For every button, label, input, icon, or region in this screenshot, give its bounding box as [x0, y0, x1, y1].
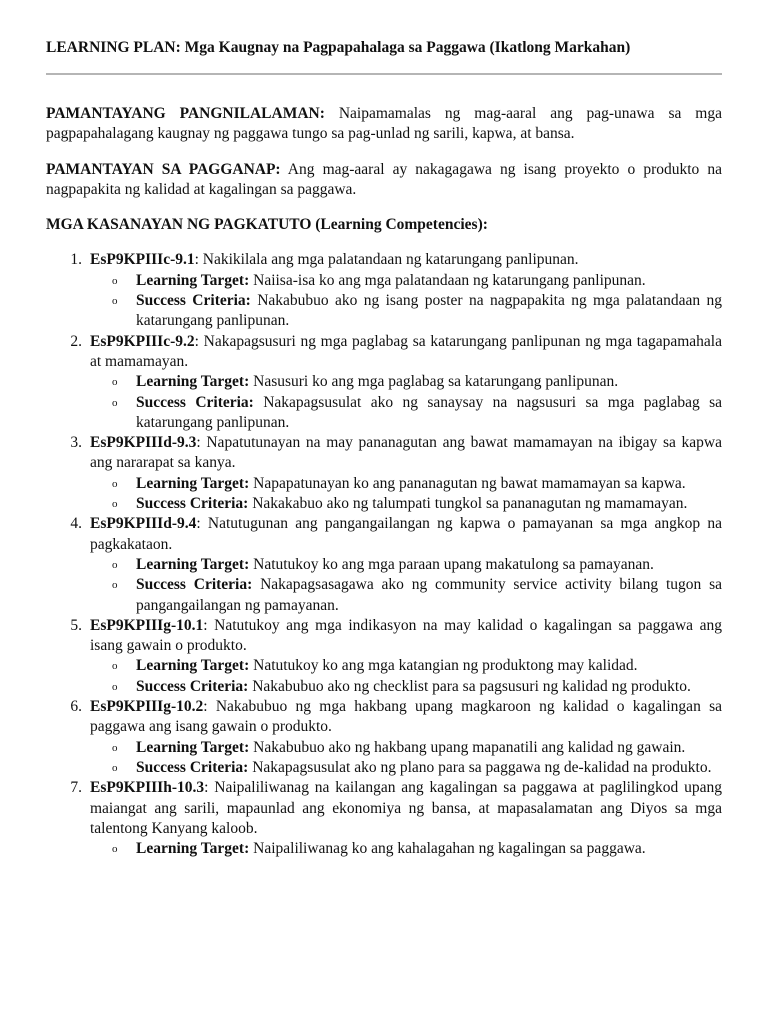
competency-sub-list: [90, 372, 722, 433]
bullet-icon: o: [112, 295, 118, 308]
competency-description: : Napatutunayan na may pananagutan ang bawat mamamayan na ibigay sa kapwa ang nararapat sa kanya.: [90, 434, 722, 472]
learning-target-text: Naiisa-isa ko ang mga palatandaan ng katarungang panlipunan.: [249, 271, 646, 289]
competency-item: [46, 433, 722, 514]
content-standard-label: PAMANTAYANG PANGNILALAMAN:: [46, 105, 325, 122]
competency-description: : Natutugunan ang pangangailangan ng kapwa o pamayanan sa mga angkop na pagkakataon.: [90, 515, 722, 553]
success-criteria-label: Success Criteria:: [136, 576, 253, 594]
learning-target: [90, 839, 722, 859]
competency-code: EsP9KPIIIg-10.1: [90, 616, 204, 634]
success-criteria: [90, 494, 722, 514]
success-criteria-text: Nakapagsasagawa ako ng community service activity bilang tugon sa pangangailangan ng pamayanan.: [136, 576, 722, 614]
learning-target-text: Napapatunayan ko ang pananagutan ng bawat mamamayan sa kapwa.: [249, 474, 686, 492]
bullet-icon: o: [112, 843, 118, 856]
learning-target-label: Learning Target:: [136, 555, 250, 573]
bullet-icon: o: [112, 376, 118, 389]
competency-code: EsP9KPIIIc-9.2: [90, 332, 195, 350]
competency-item: [46, 616, 722, 697]
learning-target-text: Natutukoy ko ang mga paraan upang makatulong sa pamayanan.: [249, 555, 654, 573]
competency-number: 6.: [70, 698, 82, 716]
learning-target-label: Learning Target:: [136, 271, 250, 289]
bullet-icon: o: [112, 761, 118, 774]
competency-item: [46, 778, 722, 859]
competency-sub-list: [90, 738, 722, 779]
performance-standard-text: Ang mag-aaral ay nakagagawa ng isang proyekto o produkto na nagpapakita ng kalidad at kagalingan sa paggawa.: [46, 160, 722, 198]
learning-target: [90, 474, 722, 494]
success-criteria-text: Nakabubuo ako ng checklist para sa pagsusuri ng kalidad ng produkto.: [248, 677, 691, 695]
competency-number: 5.: [70, 616, 82, 634]
success-criteria: [90, 677, 722, 697]
success-criteria-label: Success Criteria:: [136, 292, 251, 310]
success-criteria-label: Success Criteria:: [136, 758, 249, 776]
learning-target-label: Learning Target:: [136, 474, 250, 492]
performance-standard: [46, 160, 722, 201]
success-criteria: [90, 393, 722, 434]
competency-text: [90, 514, 722, 555]
competency-description: : Nakabubuo ng mga hakbang upang magkaroon ng kalidad o kagalingan sa paggawa ang isang gawain o produkto.: [90, 698, 722, 736]
competency-item: [46, 250, 722, 331]
success-criteria-text: Nakakabuo ako ng talumpati tungkol sa pananagutan ng mamamayan.: [248, 495, 688, 513]
success-criteria-text: Nakapagsusulat ako ng plano para sa paggawa ng de-kalidad na produkto.: [248, 758, 712, 776]
competency-description: : Natutukoy ang mga indikasyon na may kalidad o kagalingan sa paggawa ang isang gawain o produkto.: [90, 616, 722, 655]
competency-text: [90, 332, 722, 373]
competencies-list: [46, 250, 722, 859]
success-criteria-label: Success Criteria:: [136, 495, 249, 513]
learning-target: [90, 271, 722, 291]
competency-code: EsP9KPIIId-9.3: [90, 434, 197, 452]
competency-number: 2.: [70, 332, 82, 350]
competency-code: EsP9KPIIIc-9.1: [90, 251, 195, 269]
bullet-icon: o: [112, 558, 118, 571]
competency-sub-list: [90, 656, 722, 697]
success-criteria-label: Success Criteria:: [136, 393, 254, 411]
learning-target-label: Learning Target:: [136, 657, 250, 675]
bullet-icon: o: [112, 274, 118, 287]
competency-item: [46, 697, 722, 778]
bullet-icon: o: [112, 660, 118, 673]
competency-text: [90, 433, 722, 474]
competency-sub-list: [90, 839, 722, 859]
learning-target-text: Nasusuri ko ang mga paglabag sa katarungang panlipunan.: [249, 373, 619, 391]
bullet-icon: o: [112, 741, 118, 754]
learning-target: [90, 738, 722, 758]
competency-sub-list: [90, 271, 722, 332]
competency-text: [90, 250, 722, 270]
title-divider: [46, 73, 722, 75]
success-criteria: [90, 758, 722, 778]
competency-description: : Nakikilala ang mga palatandaan ng katarungang panlipunan.: [194, 251, 579, 269]
competency-description: : Nakapagsusuri ng mga paglabag sa katarungang panlipunan ng mga tagapamahala at mamamayan.: [90, 332, 722, 370]
competency-item: [46, 514, 722, 615]
competencies-heading: MGA KASANAYAN NG PAGKATUTO (Learning Competencies):: [46, 216, 488, 234]
bullet-icon: o: [112, 680, 118, 693]
success-criteria-text: Nakapagsusulat ako ng sanaysay na nagsusuri sa mga paglabag sa katarungang panlipunan.: [136, 393, 723, 431]
learning-target-label: Learning Target:: [136, 373, 250, 391]
competency-description: : Naipaliliwanag na kailangan ang kagalingan sa paggawa at paglilingkod upang maiangat ang sarili, mapaunlad ang ekonomiya ng bansa, at mapasalamatan ang Diyos sa mga talentong Kanyang kaloob.: [90, 779, 722, 837]
document-title: LEARNING PLAN: Mga Kaugnay na Pagpapahalaga sa Paggawa (Ikatlong Markahan): [46, 39, 631, 56]
competency-code: EsP9KPIIIh-10.3: [90, 779, 205, 797]
competency-sub-list: [90, 474, 722, 515]
learning-target-text: Naipaliliwanag ko ang kahalagahan ng kagalingan sa paggawa.: [249, 840, 646, 858]
learning-target-label: Learning Target:: [136, 840, 250, 858]
bullet-icon: o: [112, 477, 118, 490]
competency-item: [46, 332, 722, 433]
competency-text: [90, 616, 722, 657]
bullet-icon: o: [112, 396, 118, 409]
competency-sub-list: [90, 555, 722, 616]
learning-target-text: Natutukoy ko ang mga katangian ng produktong may kalidad.: [249, 657, 638, 675]
competency-number: 7.: [70, 779, 82, 797]
competency-text: [90, 778, 722, 839]
competency-text: [90, 697, 722, 738]
content-standard-text: Naipamamalas ng mag-aaral ang pag-unawa sa mga pagpapahalagang kaugnay ng paggawa tungo sa pag-unlad ng sarili, kapwa, at bansa.: [46, 105, 722, 143]
bullet-icon: o: [112, 579, 118, 592]
learning-target: [90, 656, 722, 676]
learning-target: [90, 555, 722, 575]
learning-target: [90, 372, 722, 392]
content-standard: [46, 104, 722, 145]
success-criteria: [90, 575, 722, 616]
success-criteria-text: Nakabubuo ako ng isang poster na nagpapakita ng mga palatandaan ng katarungang panlipunan.: [136, 292, 722, 330]
competency-code: EsP9KPIIId-9.4: [90, 515, 197, 533]
competency-number: 4.: [70, 515, 82, 533]
performance-standard-label: PAMANTAYAN SA PAGGANAP:: [46, 160, 281, 178]
learning-target-text: Nakabubuo ako ng hakbang upang mapanatili ang kalidad ng gawain.: [249, 738, 686, 756]
competency-number: 1.: [70, 251, 82, 269]
bullet-icon: o: [112, 498, 118, 511]
competency-number: 3.: [70, 434, 82, 452]
competency-code: EsP9KPIIIg-10.2: [90, 698, 204, 716]
success-criteria: [90, 291, 722, 332]
success-criteria-label: Success Criteria:: [136, 677, 249, 695]
learning-target-label: Learning Target:: [136, 738, 250, 756]
